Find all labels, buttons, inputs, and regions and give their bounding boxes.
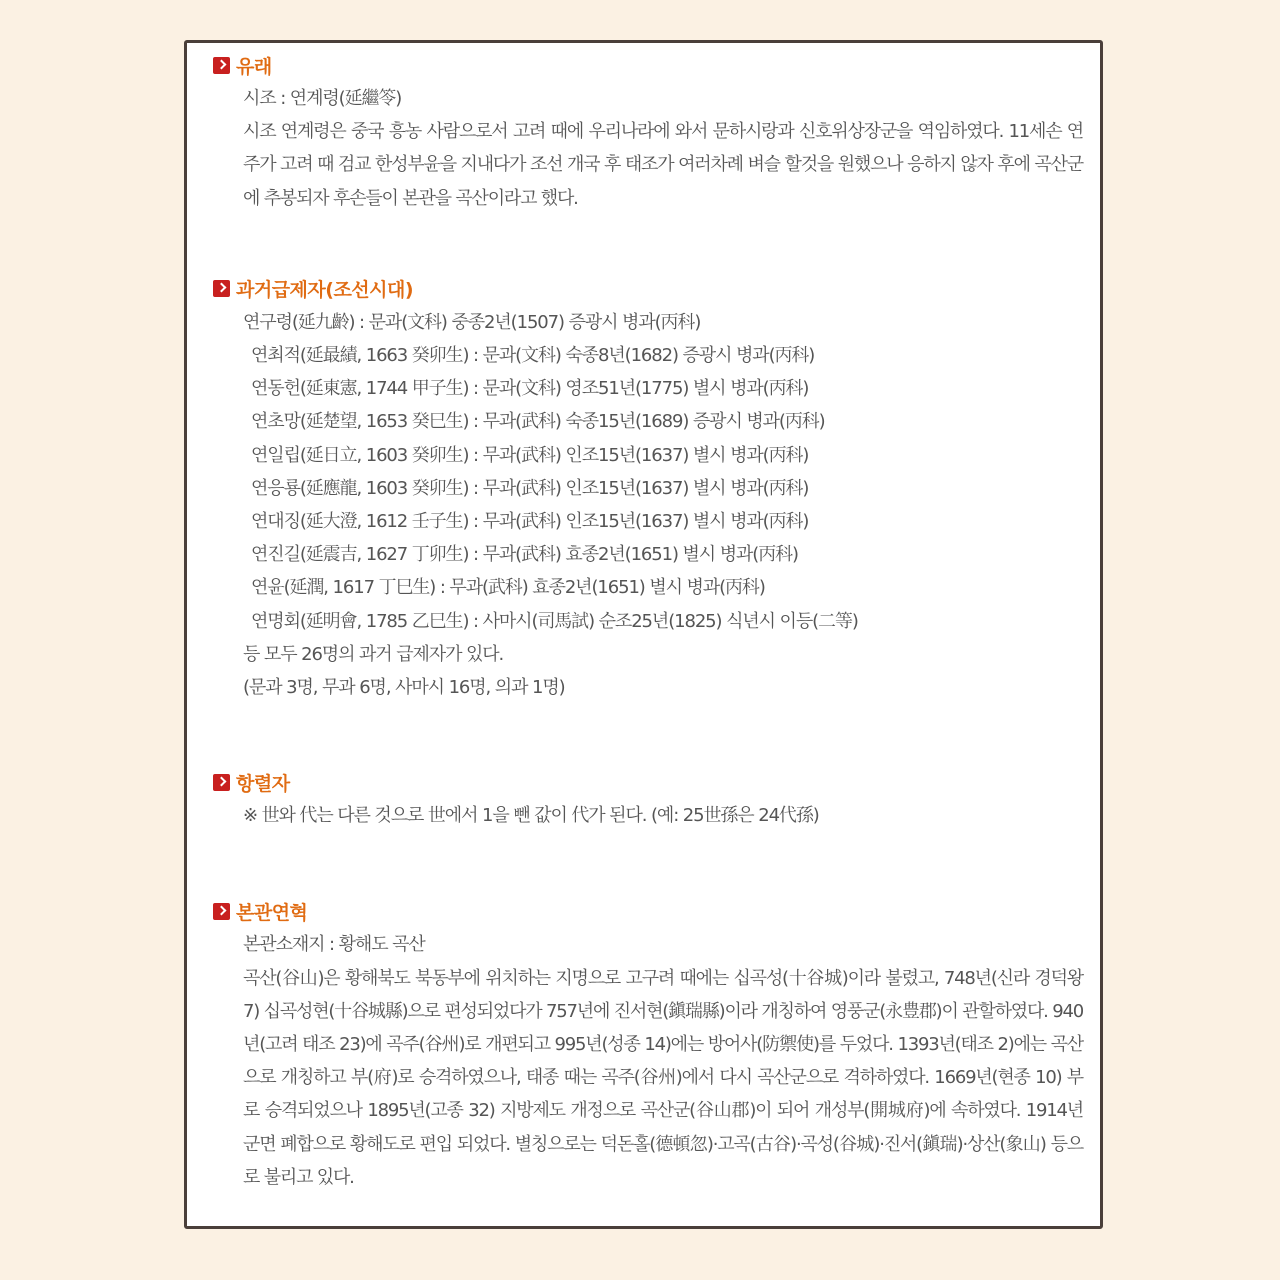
- exam-heading: [213, 275, 1083, 303]
- exam-entry: 연일립(延日立, 1603 癸卯生) : 무과(武科) 인조15년(1637) 별시 병과(丙科): [251, 444, 809, 466]
- history-section: [213, 897, 1083, 1194]
- exam-entry: 연최적(延最績, 1663 癸卯生) : 문과(文科) 숙종8년(1682) 증광시 병과(丙科): [251, 345, 815, 367]
- origin-section: [213, 51, 1083, 215]
- chevron-right-icon: [213, 280, 230, 297]
- exam-breakdown: (문과 3명, 무과 6명, 사마시 16명, 의과 1명): [243, 677, 565, 699]
- ranks-note: ※ 世와 代는 다른 것으로 世에서 1을 뺀 값이 代가 된다. (예: 25世孫은 24代孫): [243, 805, 819, 827]
- exam-heading-text: 과거급제자(조선시대): [236, 279, 414, 302]
- origin-heading-text: 유래: [236, 55, 272, 78]
- content-body: [213, 51, 1083, 1194]
- chevron-right-icon: [213, 903, 230, 920]
- location-line: 본관소재지 : 황해도 곡산: [243, 934, 425, 956]
- ranks-heading: [213, 768, 1083, 796]
- content-frame: [184, 40, 1103, 1229]
- ranks-heading-text: 항렬자: [236, 772, 290, 795]
- exam-entry: 연응룡(延應龍, 1603 癸卯生) : 무과(武科) 인조15년(1637) 별시 병과(丙科): [251, 477, 809, 499]
- ranks-section: [213, 768, 1083, 832]
- exam-entry: 연대징(延大澄, 1612 壬子生) : 무과(武科) 인조15년(1637) 별시 병과(丙科): [251, 511, 809, 533]
- exam-entry: 연명회(延明會, 1785 乙巳生) : 사마시(司馬試) 순조25년(1825) 식년시 이등(二等): [251, 610, 858, 632]
- history-heading: [213, 897, 1083, 925]
- origin-paragraph: 시조 연계령은 중국 흥농 사람으로서 고려 때에 우리나라에 와서 문하시랑과 신호위상장군을 역임하였다. 11세손 연주가 고려 때 검교 한성부윤을 지내다가 조선 개국 후 태조가 여러차례 벼슬 할것을 원했으나 응하지 않자 후에 곡산군에 추봉되자 후손들이 본관을 곡산이라고 했다.: [243, 121, 1083, 209]
- exam-entry: 연동헌(延東憲, 1744 甲子生) : 문과(文科) 영조51년(1775) 별시 병과(丙科): [251, 378, 809, 400]
- history-paragraph: 곡산(谷山)은 황해북도 북동부에 위치하는 지명으로 고구려 때에는 십곡성(十谷城)이라 불렸고, 748년(신라 경덕왕 7) 십곡성현(十谷城縣)으로 편성되었다가 757년에 진서현(鎭瑞縣)이라 개칭하여 영풍군(永豊郡)이 관할하였다. 940년(고려 태조 23)에 곡주(谷州)로 개편되고 995년(성종 14)에는 방어사(防禦使)를 두었다. 1393년(태조 2)에는 곡산으로 개칭하고 부(府)로 승격하였으나, 태종 때는 곡주(谷州)에서 다시 곡산군으로 격하하였다. 1669년(현종 10) 부로 승격되었으나 1895년(고종 32) 지방제도 개정으로 곡산군(谷山郡)이 되어 개성부(開城府)에 속하였다. 1914년 군면 폐합으로 황해도로 편입 되었다. 별칭으로는 덕돈홀(德頓忽)·고곡(古谷)·곡성(谷城)·진서(鎭瑞)·상산(象山) 등으로 불리고 있다.: [243, 967, 1083, 1188]
- exam-first-entry: 연구령(延九齡) : 문과(文科) 중종2년(1507) 증광시 병과(丙科): [243, 311, 701, 333]
- exam-entry: 연윤(延潤, 1617 丁巳生) : 무과(武科) 효종2년(1651) 별시 병과(丙科): [251, 577, 765, 599]
- exam-entry: 연진길(延震吉, 1627 丁卯生) : 무과(武科) 효종2년(1651) 별시 병과(丙科): [251, 544, 798, 566]
- chevron-right-icon: [213, 774, 230, 791]
- founder-line: 시조 : 연계령(延繼笭): [243, 88, 402, 109]
- exam-summary: 등 모두 26명의 과거 급제자가 있다.: [243, 643, 504, 665]
- chevron-right-icon: [213, 57, 230, 74]
- origin-heading: [213, 51, 1083, 79]
- exam-section: [213, 275, 1083, 704]
- history-heading-text: 본관연혁: [236, 901, 308, 924]
- exam-entry: 연초망(延楚望, 1653 癸巳生) : 무과(武科) 숙종15년(1689) 증광시 병과(丙科): [251, 411, 825, 433]
